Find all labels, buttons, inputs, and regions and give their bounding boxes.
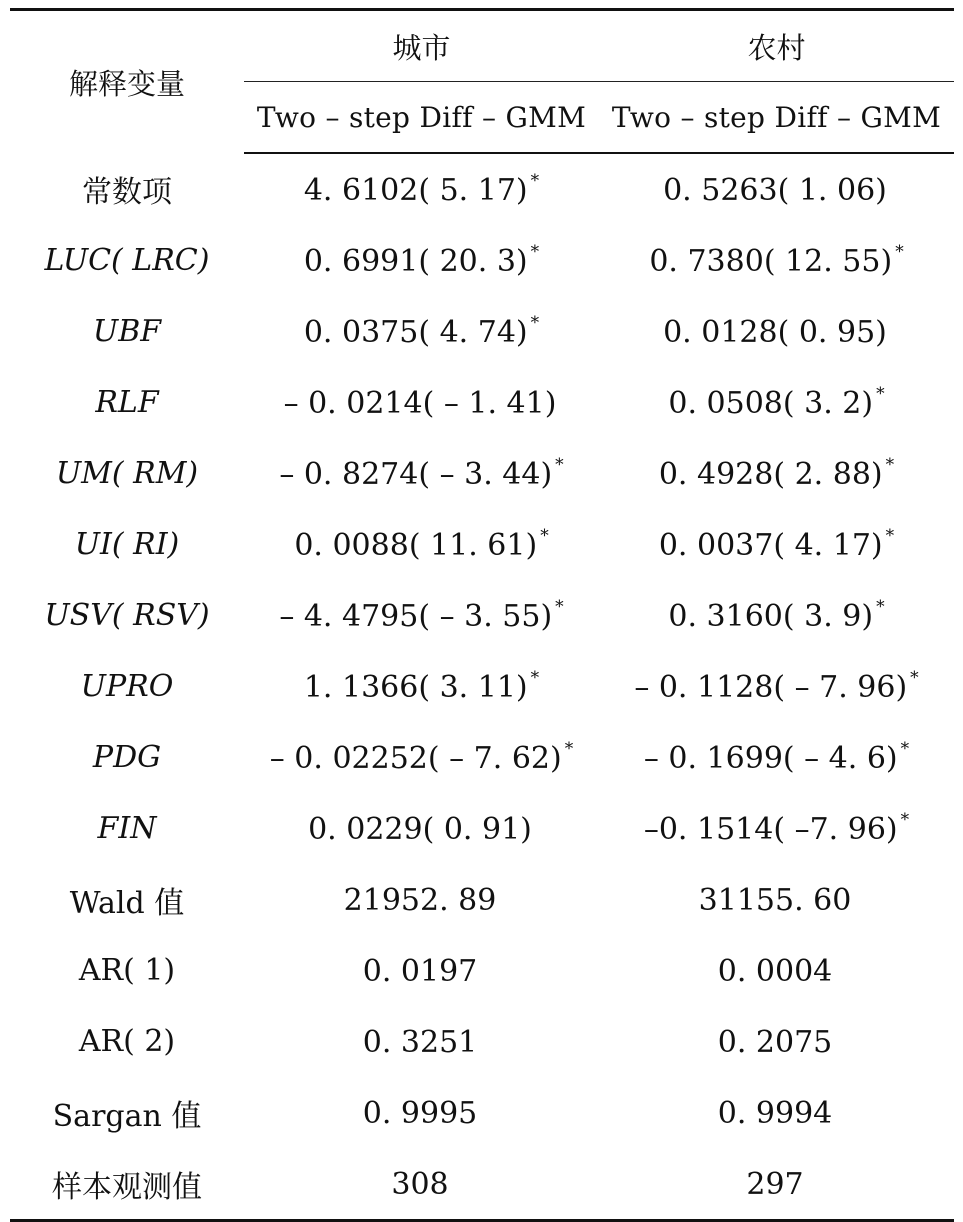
rural-coefficient: 0. 0508( 3. 2): [668, 386, 874, 421]
rural-coefficient: – 0. 1699( – 4. 6): [643, 741, 898, 776]
table-header: [10, 10, 954, 154]
table-row: [10, 1006, 954, 1077]
rural-coefficient: 31155. 60: [698, 883, 852, 918]
regression-results-table: [10, 8, 954, 1222]
method-header-rural: Two – step Diff – GMM: [599, 82, 954, 154]
row-label: FIN: [97, 811, 157, 846]
rural-value-cell: [599, 438, 954, 509]
table-row: [10, 793, 954, 864]
city-coefficient: 308: [391, 1167, 449, 1202]
row-label: AR( 1): [78, 953, 176, 988]
city-coefficient: 0. 0375( 4. 74): [303, 315, 528, 350]
row-label: AR( 2): [78, 1024, 176, 1059]
rural-coefficient: 0. 0004: [717, 954, 833, 989]
rural-significance-mark: *: [885, 526, 895, 546]
city-coefficient: 0. 9995: [362, 1096, 478, 1131]
rural-coefficient: –0. 1514( –7. 96): [643, 812, 898, 847]
rural-significance-mark: *: [900, 739, 910, 759]
row-label: PDG: [92, 740, 162, 775]
city-significance-mark: *: [540, 526, 549, 546]
rural-value-cell: [599, 296, 954, 367]
city-significance-mark: *: [564, 739, 574, 759]
header-row-groups: [10, 10, 954, 82]
city-value-cell: [244, 580, 599, 651]
rural-coefficient: 0. 0037( 4. 17): [658, 528, 883, 563]
city-coefficient: 0. 0197: [362, 954, 478, 989]
city-coefficient: 0. 0229( 0. 91): [308, 812, 532, 847]
city-value-cell: [244, 296, 599, 367]
table-row: [10, 651, 954, 722]
rural-value-cell: [599, 225, 954, 296]
rural-significance-mark: *: [900, 810, 910, 830]
city-coefficient: 21952. 89: [343, 883, 497, 918]
table-body: [10, 153, 954, 1221]
table-row: [10, 1148, 954, 1221]
row-label: LUC( LRC): [44, 243, 210, 278]
rural-value-cell: [599, 651, 954, 722]
row-label: USV( RSV): [44, 598, 210, 633]
city-value-cell: [244, 1077, 599, 1148]
rural-coefficient: 0. 9994: [717, 1096, 833, 1131]
city-value-cell: [244, 722, 599, 793]
rural-significance-mark: *: [885, 455, 895, 475]
city-significance-mark: *: [555, 597, 564, 617]
rural-value-cell: [599, 509, 954, 580]
city-significance-mark: *: [530, 313, 540, 333]
row-label: UBF: [92, 314, 162, 349]
city-value-cell: [244, 509, 599, 580]
row-label-header: 解释变量: [10, 10, 244, 154]
city-coefficient: 4. 6102( 5. 17): [303, 173, 528, 208]
table-row: [10, 935, 954, 1006]
table-row: [10, 509, 954, 580]
city-value-cell: [244, 864, 599, 935]
city-value-cell: [244, 367, 599, 438]
table-row: [10, 153, 954, 225]
rural-value-cell: [599, 580, 954, 651]
row-label: Sargan 值: [52, 1098, 202, 1134]
rural-value-cell: [599, 153, 954, 225]
row-label: UPRO: [80, 669, 174, 704]
rural-significance-mark: *: [895, 242, 904, 262]
table-row: [10, 580, 954, 651]
group-header-rural: 农村: [599, 10, 954, 82]
city-value-cell: [244, 1006, 599, 1077]
table-row: [10, 367, 954, 438]
rural-value-cell: [599, 722, 954, 793]
rural-value-cell: [599, 864, 954, 935]
city-coefficient: – 0. 0214( – 1. 41): [283, 386, 557, 421]
row-label: UI( RI): [74, 527, 180, 562]
table-row: [10, 1077, 954, 1148]
method-header-city: Two – step Diff – GMM: [244, 82, 599, 154]
city-coefficient: – 0. 8274( – 3. 44): [279, 457, 553, 492]
row-label: 常数项: [82, 175, 172, 210]
rural-coefficient: 0. 5263( 1. 06): [663, 173, 887, 208]
rural-coefficient: 0. 4928( 2. 88): [658, 457, 883, 492]
rural-value-cell: [599, 1148, 954, 1221]
city-coefficient: 0. 0088( 11. 61): [294, 528, 538, 563]
rural-significance-mark: *: [876, 597, 885, 617]
city-value-cell: [244, 935, 599, 1006]
city-value-cell: [244, 1148, 599, 1221]
rural-coefficient: 297: [746, 1167, 804, 1202]
rural-coefficient: 0. 0128( 0. 95): [663, 315, 887, 350]
city-significance-mark: *: [555, 455, 564, 475]
regression-table-container: [10, 8, 954, 1222]
city-significance-mark: *: [530, 171, 540, 191]
rural-value-cell: [599, 1077, 954, 1148]
table-row: [10, 225, 954, 296]
city-value-cell: [244, 438, 599, 509]
row-label: UM( RM): [55, 456, 199, 491]
city-value-cell: [244, 793, 599, 864]
city-value-cell: [244, 225, 599, 296]
city-coefficient: – 0. 02252( – 7. 62): [269, 741, 562, 776]
rural-coefficient: – 0. 1128( – 7. 96): [634, 670, 908, 705]
row-label: RLF: [95, 385, 159, 420]
city-significance-mark: *: [530, 242, 540, 262]
table-row: [10, 722, 954, 793]
city-value-cell: [244, 153, 599, 225]
table-row: [10, 864, 954, 935]
rural-coefficient: 0. 3160( 3. 9): [668, 599, 874, 634]
city-coefficient: – 4. 4795( – 3. 55): [279, 599, 553, 634]
rural-value-cell: [599, 367, 954, 438]
city-coefficient: 0. 6991( 20. 3): [303, 244, 528, 279]
city-coefficient: 1. 1366( 3. 11): [303, 670, 528, 705]
rural-value-cell: [599, 935, 954, 1006]
group-header-city: 城市: [244, 10, 599, 82]
city-coefficient: 0. 3251: [362, 1025, 478, 1060]
city-significance-mark: *: [530, 668, 540, 688]
table-row: [10, 438, 954, 509]
rural-coefficient: 0. 7380( 12. 55): [649, 244, 893, 279]
rural-significance-mark: *: [910, 668, 919, 688]
table-row: [10, 296, 954, 367]
row-label: Wald 值: [69, 885, 185, 921]
rural-value-cell: [599, 1006, 954, 1077]
rural-value-cell: [599, 793, 954, 864]
rural-significance-mark: *: [876, 384, 885, 404]
row-label: 样本观测值: [10, 1148, 244, 1221]
rural-coefficient: 0. 2075: [717, 1025, 833, 1060]
city-value-cell: [244, 651, 599, 722]
